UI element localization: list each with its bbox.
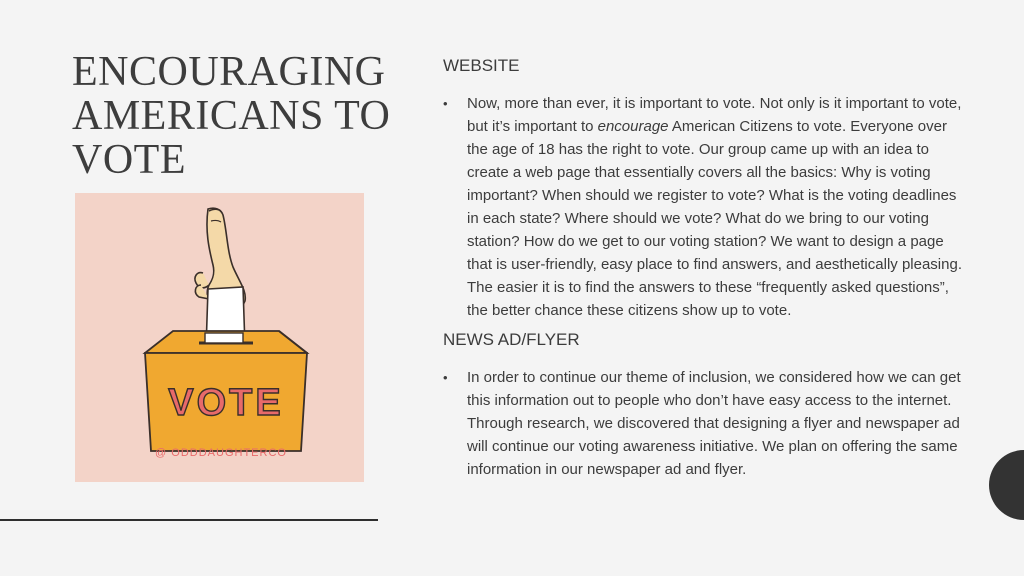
ballot-box-illustration: [75, 193, 364, 482]
bullet-text-part-1: Now, more than ever, it is important to vote. Not only is it important to vote, but it’s important to: [467, 95, 962, 135]
section-heading-news-ad: NEWS AD/FLYER: [443, 330, 580, 349]
ballot-box-label: VOTE: [168, 382, 284, 424]
bullet-text-part-2: American Citizens to vote. Everyone over the age of 18 has the right to vote. Our group came up with an idea to create a web page that essentially covers all the basics: Why is voting important? When should we register to vote? What is the voting deadlines in each state? Where should we vote? What do we bring to our voting station? How do we get to our voting station? We want to design a page that is user-friendly, easy place to find answers, and aesthetically pleasing. The easier it is to find the answers to these “frequently asked questions”, the better chance these citizens show up to vote.: [467, 118, 962, 319]
bullet-website: [443, 92, 963, 322]
divider-line: [0, 519, 378, 521]
bullet-icon: •: [443, 96, 448, 111]
bullet-text-emphasis: encourage: [597, 118, 669, 135]
slide-title-line-3: VOTE: [72, 137, 186, 183]
bullet-icon: •: [443, 370, 448, 385]
bullet-news-ad: [443, 366, 963, 481]
slide-title-line-2: AMERICANS TO: [72, 93, 391, 139]
vote-illustration: [75, 193, 364, 482]
decorative-circle: [989, 450, 1024, 520]
bullet-text: In order to continue our theme of inclusion, we considered how we can get this information out to people who don’t have easy access to the internet. Through research, we discovered that designing a flyer and newspaper ad will continue our voting awareness initiative. We plan on offering the same information in our newspaper ad and flyer.: [467, 369, 961, 478]
slide-title: [72, 50, 402, 182]
main-content: [443, 54, 963, 481]
slide-title-line-1: ENCOURAGING: [72, 49, 386, 95]
section-heading-website: WEBSITE: [443, 56, 520, 75]
illustration-credit: @ ODDDAUGHTERCO: [155, 447, 287, 459]
